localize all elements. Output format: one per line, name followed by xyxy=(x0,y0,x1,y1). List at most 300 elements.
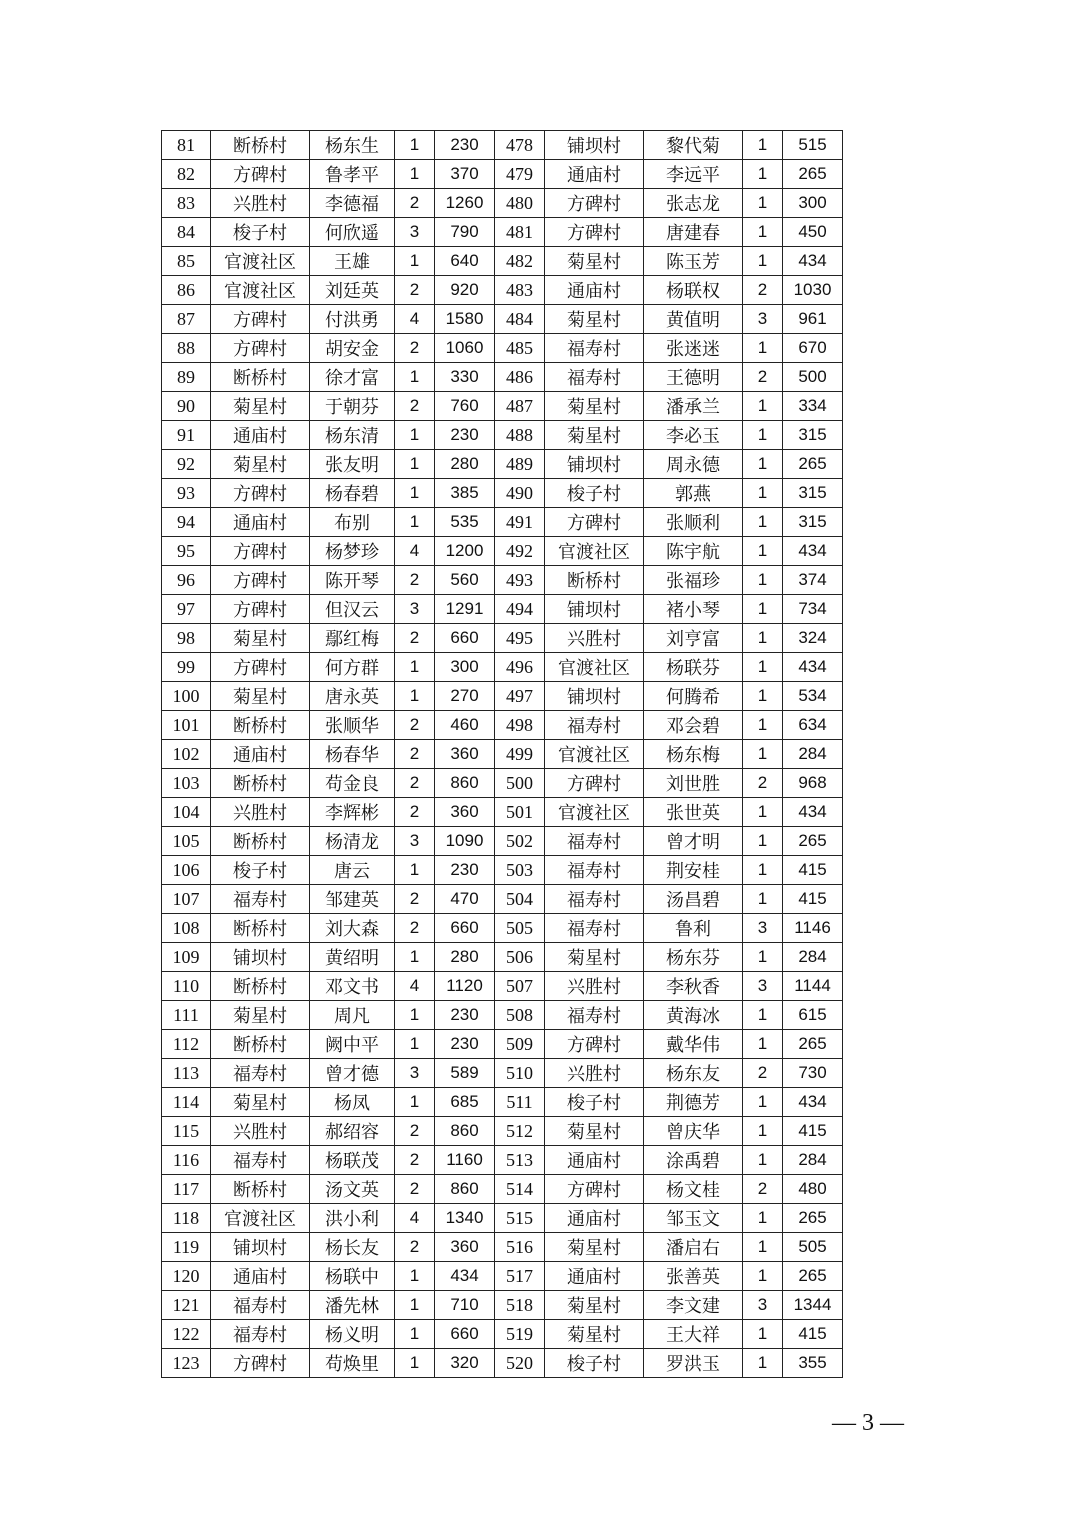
name-cell: 张迷迷 xyxy=(644,334,743,363)
amount-cell: 324 xyxy=(783,624,843,653)
name-cell: 李秋香 xyxy=(644,972,743,1001)
name-cell: 罗洪玉 xyxy=(644,1349,743,1378)
name-cell: 杨长友 xyxy=(310,1233,395,1262)
household-count-cell: 1 xyxy=(743,1204,783,1233)
amount-cell: 790 xyxy=(435,218,495,247)
amount-cell: 860 xyxy=(435,769,495,798)
name-cell: 曾才德 xyxy=(310,1059,395,1088)
household-count-cell: 1 xyxy=(395,131,435,160)
amount-cell: 1160 xyxy=(435,1146,495,1175)
household-count-cell: 3 xyxy=(743,972,783,1001)
household-count-cell: 1 xyxy=(395,943,435,972)
name-cell: 陈宇航 xyxy=(644,537,743,566)
name-cell: 张善英 xyxy=(644,1262,743,1291)
amount-cell: 1340 xyxy=(435,1204,495,1233)
amount-cell: 265 xyxy=(783,450,843,479)
amount-cell: 265 xyxy=(783,1030,843,1059)
household-count-cell: 1 xyxy=(395,1030,435,1059)
name-cell: 杨春碧 xyxy=(310,479,395,508)
seq-number-cell: 499 xyxy=(495,740,545,769)
seq-number-cell: 512 xyxy=(495,1117,545,1146)
household-count-cell: 1 xyxy=(743,653,783,682)
seq-number-cell: 87 xyxy=(162,305,211,334)
amount-cell: 1120 xyxy=(435,972,495,1001)
household-count-cell: 1 xyxy=(743,1349,783,1378)
seq-number-cell: 113 xyxy=(162,1059,211,1088)
amount-cell: 660 xyxy=(435,914,495,943)
table-row xyxy=(162,363,843,392)
village-cell: 断桥村 xyxy=(211,363,310,392)
seq-number-cell: 500 xyxy=(495,769,545,798)
village-cell: 菊星村 xyxy=(211,682,310,711)
name-cell: 付洪勇 xyxy=(310,305,395,334)
seq-number-cell: 515 xyxy=(495,1204,545,1233)
seq-number-cell: 491 xyxy=(495,508,545,537)
name-cell: 曾才明 xyxy=(644,827,743,856)
village-cell: 官渡社区 xyxy=(211,276,310,305)
seq-number-cell: 490 xyxy=(495,479,545,508)
household-count-cell: 2 xyxy=(395,566,435,595)
name-cell: 张友明 xyxy=(310,450,395,479)
village-cell: 铺坝村 xyxy=(545,595,644,624)
name-cell: 杨义明 xyxy=(310,1320,395,1349)
seq-number-cell: 106 xyxy=(162,856,211,885)
seq-number-cell: 105 xyxy=(162,827,211,856)
amount-cell: 385 xyxy=(435,479,495,508)
amount-cell: 968 xyxy=(783,769,843,798)
household-count-cell: 2 xyxy=(395,711,435,740)
household-count-cell: 2 xyxy=(395,624,435,653)
village-cell: 铺坝村 xyxy=(545,450,644,479)
name-cell: 汤昌碧 xyxy=(644,885,743,914)
household-count-cell: 2 xyxy=(395,1175,435,1204)
seq-number-cell: 504 xyxy=(495,885,545,914)
household-count-cell: 1 xyxy=(395,1291,435,1320)
household-count-cell: 2 xyxy=(743,1175,783,1204)
table-row xyxy=(162,1320,843,1349)
seq-number-cell: 496 xyxy=(495,653,545,682)
table-row xyxy=(162,160,843,189)
table-row xyxy=(162,1117,843,1146)
village-cell: 通庙村 xyxy=(545,276,644,305)
amount-cell: 450 xyxy=(783,218,843,247)
village-cell: 福寿村 xyxy=(211,1059,310,1088)
seq-number-cell: 494 xyxy=(495,595,545,624)
table-row xyxy=(162,1059,843,1088)
name-cell: 汤文英 xyxy=(310,1175,395,1204)
seq-number-cell: 501 xyxy=(495,798,545,827)
amount-cell: 760 xyxy=(435,392,495,421)
household-count-cell: 1 xyxy=(395,450,435,479)
amount-cell: 1580 xyxy=(435,305,495,334)
name-cell: 戴华伟 xyxy=(644,1030,743,1059)
amount-cell: 415 xyxy=(783,1320,843,1349)
seq-number-cell: 107 xyxy=(162,885,211,914)
name-cell: 邓会碧 xyxy=(644,711,743,740)
village-cell: 官渡社区 xyxy=(545,740,644,769)
village-cell: 方碑村 xyxy=(211,537,310,566)
household-count-cell: 1 xyxy=(743,885,783,914)
household-count-cell: 1 xyxy=(395,247,435,276)
village-cell: 通庙村 xyxy=(211,1262,310,1291)
household-count-cell: 2 xyxy=(743,276,783,305)
name-cell: 荆安桂 xyxy=(644,856,743,885)
village-cell: 兴胜村 xyxy=(211,798,310,827)
amount-cell: 434 xyxy=(783,653,843,682)
seq-number-cell: 520 xyxy=(495,1349,545,1378)
name-cell: 李辉彬 xyxy=(310,798,395,827)
village-cell: 断桥村 xyxy=(211,131,310,160)
village-cell: 兴胜村 xyxy=(545,972,644,1001)
amount-cell: 1260 xyxy=(435,189,495,218)
seq-number-cell: 120 xyxy=(162,1262,211,1291)
amount-cell: 415 xyxy=(783,1117,843,1146)
seq-number-cell: 518 xyxy=(495,1291,545,1320)
seq-number-cell: 93 xyxy=(162,479,211,508)
name-cell: 黄绍明 xyxy=(310,943,395,972)
table-row xyxy=(162,1175,843,1204)
amount-cell: 284 xyxy=(783,1146,843,1175)
household-count-cell: 2 xyxy=(395,769,435,798)
village-cell: 福寿村 xyxy=(545,1001,644,1030)
amount-cell: 434 xyxy=(783,1088,843,1117)
household-count-cell: 2 xyxy=(743,363,783,392)
name-cell: 潘承兰 xyxy=(644,392,743,421)
amount-cell: 685 xyxy=(435,1088,495,1117)
household-count-cell: 1 xyxy=(395,479,435,508)
name-cell: 杨联茂 xyxy=(310,1146,395,1175)
seq-number-cell: 495 xyxy=(495,624,545,653)
amount-cell: 315 xyxy=(783,479,843,508)
table-row xyxy=(162,798,843,827)
amount-cell: 1291 xyxy=(435,595,495,624)
table-row xyxy=(162,885,843,914)
amount-cell: 280 xyxy=(435,450,495,479)
amount-cell: 230 xyxy=(435,1001,495,1030)
seq-number-cell: 482 xyxy=(495,247,545,276)
seq-number-cell: 95 xyxy=(162,537,211,566)
recipient-table xyxy=(161,130,843,1378)
table-row xyxy=(162,1088,843,1117)
household-count-cell: 1 xyxy=(743,1233,783,1262)
village-cell: 官渡社区 xyxy=(545,653,644,682)
name-cell: 唐建春 xyxy=(644,218,743,247)
household-count-cell: 1 xyxy=(743,595,783,624)
name-cell: 陈开琴 xyxy=(310,566,395,595)
household-count-cell: 4 xyxy=(395,1204,435,1233)
household-count-cell: 1 xyxy=(743,479,783,508)
village-cell: 兴胜村 xyxy=(545,624,644,653)
amount-cell: 360 xyxy=(435,740,495,769)
amount-cell: 434 xyxy=(783,537,843,566)
seq-number-cell: 92 xyxy=(162,450,211,479)
amount-cell: 270 xyxy=(435,682,495,711)
village-cell: 福寿村 xyxy=(211,1320,310,1349)
village-cell: 菊星村 xyxy=(545,1291,644,1320)
village-cell: 菊星村 xyxy=(545,1233,644,1262)
seq-number-cell: 513 xyxy=(495,1146,545,1175)
amount-cell: 560 xyxy=(435,566,495,595)
village-cell: 菊星村 xyxy=(545,1320,644,1349)
village-cell: 铺坝村 xyxy=(545,682,644,711)
name-cell: 刘廷英 xyxy=(310,276,395,305)
household-count-cell: 2 xyxy=(395,1146,435,1175)
seq-number-cell: 98 xyxy=(162,624,211,653)
amount-cell: 1200 xyxy=(435,537,495,566)
table-row xyxy=(162,479,843,508)
seq-number-cell: 118 xyxy=(162,1204,211,1233)
name-cell: 杨梦珍 xyxy=(310,537,395,566)
name-cell: 褚小琴 xyxy=(644,595,743,624)
household-count-cell: 1 xyxy=(743,943,783,972)
household-count-cell: 2 xyxy=(395,392,435,421)
name-cell: 鲁孝平 xyxy=(310,160,395,189)
amount-cell: 1060 xyxy=(435,334,495,363)
amount-cell: 710 xyxy=(435,1291,495,1320)
name-cell: 但汉云 xyxy=(310,595,395,624)
seq-number-cell: 505 xyxy=(495,914,545,943)
seq-number-cell: 81 xyxy=(162,131,211,160)
household-count-cell: 1 xyxy=(395,1349,435,1378)
village-cell: 官渡社区 xyxy=(545,798,644,827)
amount-cell: 315 xyxy=(783,508,843,537)
name-cell: 唐云 xyxy=(310,856,395,885)
household-count-cell: 1 xyxy=(743,421,783,450)
seq-number-cell: 483 xyxy=(495,276,545,305)
table-body xyxy=(162,131,843,1378)
table-row xyxy=(162,276,843,305)
household-count-cell: 1 xyxy=(395,508,435,537)
seq-number-cell: 101 xyxy=(162,711,211,740)
name-cell: 洪小利 xyxy=(310,1204,395,1233)
seq-number-cell: 519 xyxy=(495,1320,545,1349)
village-cell: 方碑村 xyxy=(211,653,310,682)
seq-number-cell: 507 xyxy=(495,972,545,1001)
seq-number-cell: 517 xyxy=(495,1262,545,1291)
amount-cell: 284 xyxy=(783,740,843,769)
amount-cell: 615 xyxy=(783,1001,843,1030)
household-count-cell: 4 xyxy=(395,305,435,334)
amount-cell: 330 xyxy=(435,363,495,392)
seq-number-cell: 112 xyxy=(162,1030,211,1059)
table-row xyxy=(162,1262,843,1291)
seq-number-cell: 509 xyxy=(495,1030,545,1059)
amount-cell: 434 xyxy=(783,798,843,827)
amount-cell: 360 xyxy=(435,1233,495,1262)
village-cell: 方碑村 xyxy=(545,1175,644,1204)
village-cell: 兴胜村 xyxy=(545,1059,644,1088)
name-cell: 张志龙 xyxy=(644,189,743,218)
name-cell: 苟焕里 xyxy=(310,1349,395,1378)
name-cell: 杨春华 xyxy=(310,740,395,769)
amount-cell: 634 xyxy=(783,711,843,740)
table-row xyxy=(162,189,843,218)
name-cell: 何方群 xyxy=(310,653,395,682)
name-cell: 鄢红梅 xyxy=(310,624,395,653)
village-cell: 福寿村 xyxy=(545,885,644,914)
amount-cell: 1344 xyxy=(783,1291,843,1320)
household-count-cell: 1 xyxy=(743,189,783,218)
amount-cell: 470 xyxy=(435,885,495,914)
amount-cell: 860 xyxy=(435,1117,495,1146)
village-cell: 断桥村 xyxy=(211,711,310,740)
name-cell: 荆德芳 xyxy=(644,1088,743,1117)
amount-cell: 515 xyxy=(783,131,843,160)
name-cell: 杨东生 xyxy=(310,131,395,160)
amount-cell: 415 xyxy=(783,856,843,885)
seq-number-cell: 514 xyxy=(495,1175,545,1204)
name-cell: 王德明 xyxy=(644,363,743,392)
household-count-cell: 3 xyxy=(743,1291,783,1320)
seq-number-cell: 99 xyxy=(162,653,211,682)
amount-cell: 640 xyxy=(435,247,495,276)
household-count-cell: 1 xyxy=(743,160,783,189)
seq-number-cell: 508 xyxy=(495,1001,545,1030)
name-cell: 王大祥 xyxy=(644,1320,743,1349)
amount-cell: 320 xyxy=(435,1349,495,1378)
amount-cell: 360 xyxy=(435,798,495,827)
seq-number-cell: 116 xyxy=(162,1146,211,1175)
name-cell: 苟金良 xyxy=(310,769,395,798)
name-cell: 杨凤 xyxy=(310,1088,395,1117)
table-row xyxy=(162,508,843,537)
name-cell: 张世英 xyxy=(644,798,743,827)
village-cell: 断桥村 xyxy=(211,827,310,856)
amount-cell: 660 xyxy=(435,1320,495,1349)
seq-number-cell: 516 xyxy=(495,1233,545,1262)
seq-number-cell: 485 xyxy=(495,334,545,363)
table-row xyxy=(162,537,843,566)
name-cell: 于朝芬 xyxy=(310,392,395,421)
name-cell: 郝绍容 xyxy=(310,1117,395,1146)
household-count-cell: 1 xyxy=(743,827,783,856)
household-count-cell: 1 xyxy=(743,798,783,827)
table-row xyxy=(162,682,843,711)
seq-number-cell: 96 xyxy=(162,566,211,595)
village-cell: 福寿村 xyxy=(545,914,644,943)
seq-number-cell: 86 xyxy=(162,276,211,305)
village-cell: 断桥村 xyxy=(211,769,310,798)
seq-number-cell: 121 xyxy=(162,1291,211,1320)
amount-cell: 265 xyxy=(783,1204,843,1233)
table-row xyxy=(162,943,843,972)
household-count-cell: 1 xyxy=(395,1320,435,1349)
amount-cell: 230 xyxy=(435,1030,495,1059)
name-cell: 杨东梅 xyxy=(644,740,743,769)
table-row xyxy=(162,1146,843,1175)
name-cell: 邹建英 xyxy=(310,885,395,914)
table-row xyxy=(162,769,843,798)
name-cell: 邓文书 xyxy=(310,972,395,1001)
name-cell: 李德福 xyxy=(310,189,395,218)
table-row xyxy=(162,740,843,769)
village-cell: 方碑村 xyxy=(545,218,644,247)
table-row xyxy=(162,421,843,450)
household-count-cell: 1 xyxy=(395,856,435,885)
name-cell: 刘世胜 xyxy=(644,769,743,798)
household-count-cell: 2 xyxy=(743,769,783,798)
village-cell: 断桥村 xyxy=(545,566,644,595)
amount-cell: 300 xyxy=(783,189,843,218)
amount-cell: 500 xyxy=(783,363,843,392)
village-cell: 菊星村 xyxy=(545,392,644,421)
amount-cell: 480 xyxy=(783,1175,843,1204)
amount-cell: 920 xyxy=(435,276,495,305)
village-cell: 官渡社区 xyxy=(211,247,310,276)
village-cell: 福寿村 xyxy=(211,1146,310,1175)
village-cell: 菊星村 xyxy=(545,1117,644,1146)
village-cell: 通庙村 xyxy=(545,1262,644,1291)
village-cell: 通庙村 xyxy=(545,1204,644,1233)
household-count-cell: 1 xyxy=(743,1262,783,1291)
household-count-cell: 1 xyxy=(743,392,783,421)
village-cell: 菊星村 xyxy=(211,450,310,479)
table-row xyxy=(162,653,843,682)
seq-number-cell: 89 xyxy=(162,363,211,392)
name-cell: 杨东友 xyxy=(644,1059,743,1088)
village-cell: 断桥村 xyxy=(211,1030,310,1059)
household-count-cell: 1 xyxy=(743,1117,783,1146)
name-cell: 张顺华 xyxy=(310,711,395,740)
household-count-cell: 1 xyxy=(395,363,435,392)
household-count-cell: 1 xyxy=(743,682,783,711)
amount-cell: 230 xyxy=(435,421,495,450)
table-row xyxy=(162,566,843,595)
amount-cell: 961 xyxy=(783,305,843,334)
amount-cell: 300 xyxy=(435,653,495,682)
seq-number-cell: 100 xyxy=(162,682,211,711)
village-cell: 菊星村 xyxy=(545,943,644,972)
seq-number-cell: 484 xyxy=(495,305,545,334)
seq-number-cell: 83 xyxy=(162,189,211,218)
household-count-cell: 1 xyxy=(743,334,783,363)
amount-cell: 230 xyxy=(435,856,495,885)
village-cell: 铺坝村 xyxy=(211,943,310,972)
household-count-cell: 1 xyxy=(743,740,783,769)
amount-cell: 355 xyxy=(783,1349,843,1378)
village-cell: 方碑村 xyxy=(211,595,310,624)
amount-cell: 534 xyxy=(783,682,843,711)
seq-number-cell: 489 xyxy=(495,450,545,479)
amount-cell: 1030 xyxy=(783,276,843,305)
amount-cell: 265 xyxy=(783,160,843,189)
household-count-cell: 1 xyxy=(743,508,783,537)
table-row xyxy=(162,914,843,943)
household-count-cell: 1 xyxy=(743,247,783,276)
village-cell: 菊星村 xyxy=(211,1001,310,1030)
seq-number-cell: 497 xyxy=(495,682,545,711)
household-count-cell: 1 xyxy=(743,1001,783,1030)
household-count-cell: 2 xyxy=(395,276,435,305)
seq-number-cell: 502 xyxy=(495,827,545,856)
name-cell: 刘大森 xyxy=(310,914,395,943)
name-cell: 何腾希 xyxy=(644,682,743,711)
household-count-cell: 2 xyxy=(395,740,435,769)
household-count-cell: 2 xyxy=(395,1233,435,1262)
village-cell: 梭子村 xyxy=(211,218,310,247)
household-count-cell: 2 xyxy=(743,1059,783,1088)
seq-number-cell: 506 xyxy=(495,943,545,972)
village-cell: 通庙村 xyxy=(545,160,644,189)
name-cell: 杨联权 xyxy=(644,276,743,305)
seq-number-cell: 109 xyxy=(162,943,211,972)
village-cell: 菊星村 xyxy=(545,421,644,450)
seq-number-cell: 91 xyxy=(162,421,211,450)
seq-number-cell: 511 xyxy=(495,1088,545,1117)
amount-cell: 280 xyxy=(435,943,495,972)
amount-cell: 230 xyxy=(435,131,495,160)
household-count-cell: 2 xyxy=(395,885,435,914)
